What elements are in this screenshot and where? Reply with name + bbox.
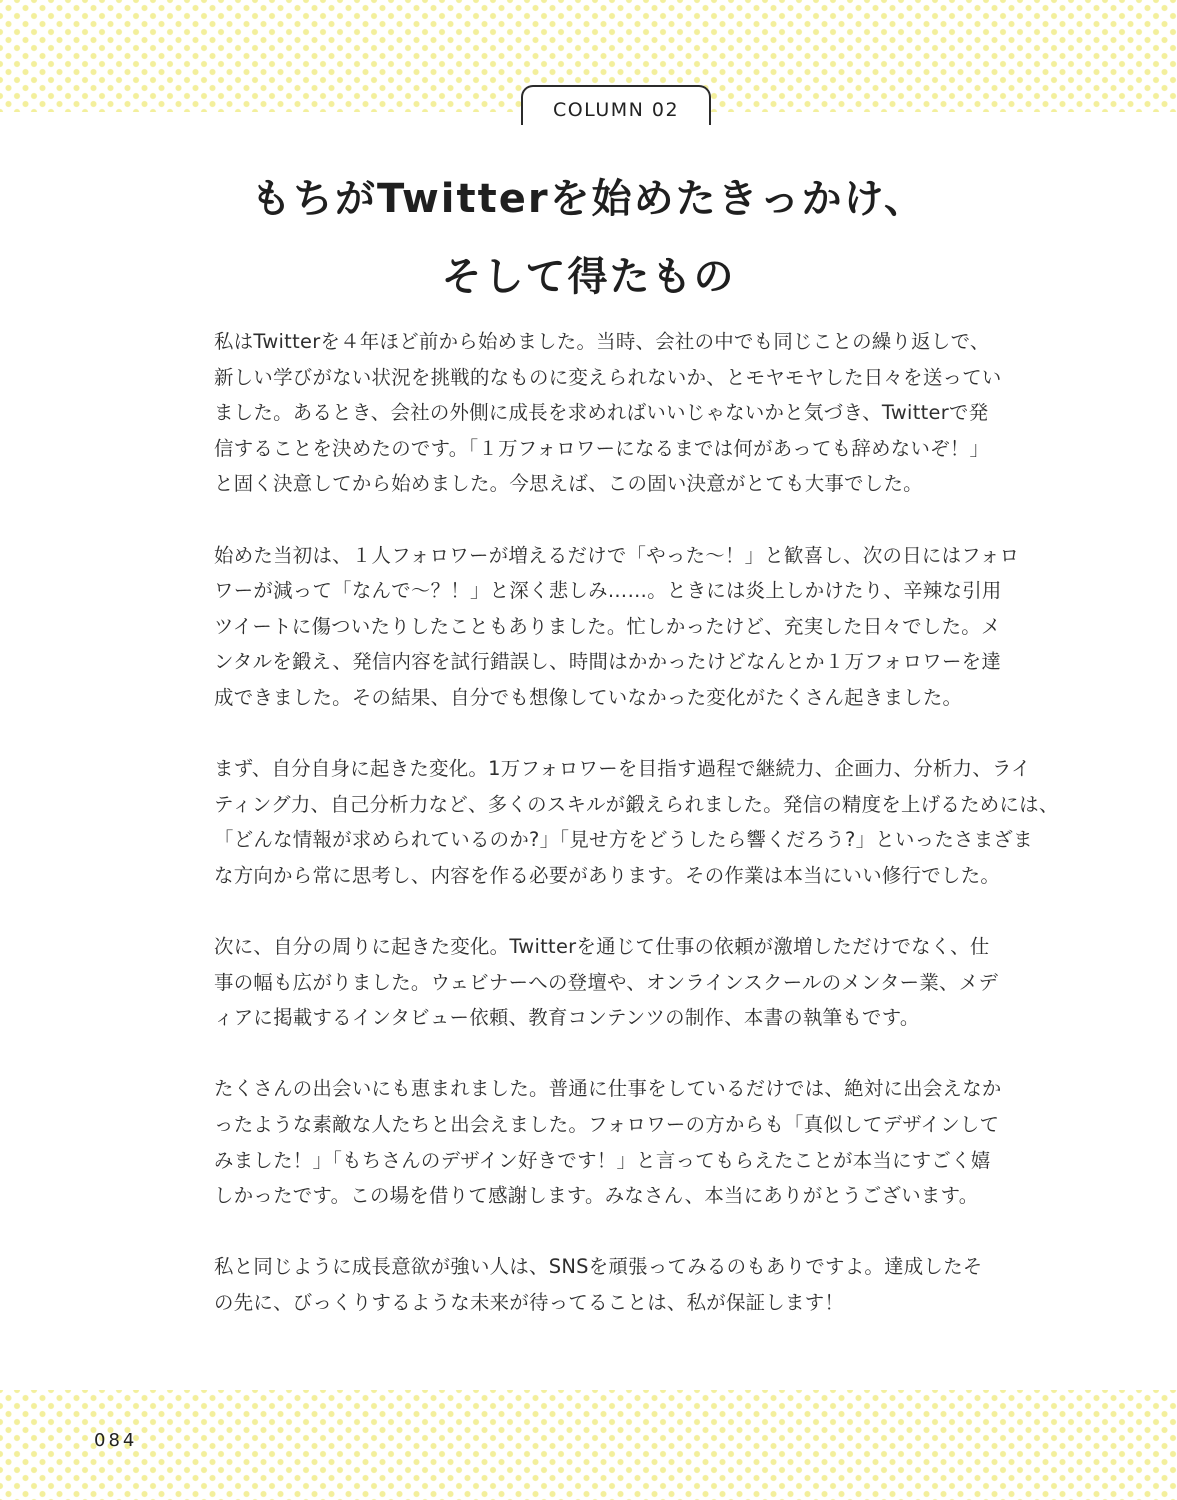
text-line: 私と同じように成長意欲が強い人は、SNSを頑張ってみるのもありですよ。達成したそ	[214, 1255, 983, 1279]
text-line: まず、自分自身に起きた変化。1万フォロワーを目指す過程で継続力、企画力、分析力、ライ	[214, 757, 1031, 781]
text-line: ったような素敵な人たちと出会えました。フォロワーの方からも「真似してデザインして	[214, 1113, 1000, 1137]
text-line: ンタルを鍛え、発信内容を試行錯誤し、時間はかかったけどなんとか１万フォロワーを達	[214, 650, 1002, 674]
title-line: もちがTwitterを始めたきっかけ、	[250, 176, 927, 222]
paragraph	[214, 324, 1034, 502]
page-title	[0, 160, 1177, 316]
text-line: と固く決意してから始めました。今思えば、この固い決意がとても大事でした。	[214, 472, 923, 496]
text-line: の先に、びっくりするような未来が待ってることは、私が保証します！	[214, 1291, 845, 1315]
text-line: しかったです。この場を借りて感謝します。みなさん、本当にありがとうございます。	[214, 1184, 979, 1208]
text-line: 始めた当初は、１人フォロワーが増えるだけで「やった〜！」と歓喜し、次の日にはフォロ	[214, 543, 1020, 567]
polka-dot-footer-band	[0, 1390, 1177, 1500]
paragraph	[214, 1249, 1034, 1320]
text-line: 成できました。その結果、自分でも想像していなかった変化がたくさん起きました。	[214, 685, 963, 709]
text-line: 信することを決めたのです。「１万フォロワーになるまでは何があっても辞めないぞ！」	[214, 436, 990, 460]
paragraph	[214, 1071, 1034, 1213]
text-line: たくさんの出会いにも恵まれました。普通に仕事をしているだけでは、絶対に出会えなか	[214, 1077, 1002, 1101]
column-label-tab	[521, 85, 711, 125]
title-line: そして得たもの	[441, 254, 736, 300]
text-line: ました。あるとき、会社の外側に成長を求めればいいじゃないかと気づき、Twitterで発	[214, 401, 989, 425]
text-line: 「どんな情報が求められているのか?」「見せ方をどうしたら響くだろう?」といったさまざま	[214, 828, 1033, 852]
text-line: ワーが減って「なんで〜？！」と深く悲しみ……。ときには炎上しかけたり、辛辣な引用	[214, 579, 1002, 603]
text-line: 次に、自分の周りに起きた変化。Twitterを通じて仕事の依頼が激増しただけでなく、仕	[214, 935, 990, 959]
text-line: な方向から常に思考し、内容を作る必要があります。その作業は本当にいい修行でした。	[214, 863, 1001, 887]
text-line: 事の幅も広がりました。ウェビナーへの登壇や、オンラインスクールのメンター業、メデ	[214, 970, 999, 994]
text-line: 私はTwitterを４年ほど前から始めました。当時、会社の中でも同じことの繰り返しで、	[214, 330, 990, 353]
text-line: ツイートに傷ついたりしたこともありました。忙しかったけど、充実した日々でした。メ	[214, 614, 1001, 638]
text-line: ティング力、自己分析力など、多くのスキルが鍛えられました。発信の精度を上げるためには、	[214, 792, 1059, 816]
text-line: 新しい学びがない状況を挑戦的なものに変えられないか、とモヤモヤした日々を送ってい	[214, 365, 1002, 389]
column-label: COLUMN 02	[552, 99, 680, 121]
paragraph	[214, 929, 1034, 1036]
page-number: 084	[94, 1430, 138, 1451]
article-body	[214, 324, 1059, 1356]
text-line: ィアに掲載するインタビュー依頼、教育コンテンツの制作、本書の執筆もです。	[214, 1006, 920, 1030]
paragraph	[214, 751, 1059, 893]
paragraph	[214, 538, 1034, 716]
text-line: みました！」「もちさんのデザイン好きです！」と言ってもらえたことが本当にすごく嬉	[214, 1148, 991, 1172]
